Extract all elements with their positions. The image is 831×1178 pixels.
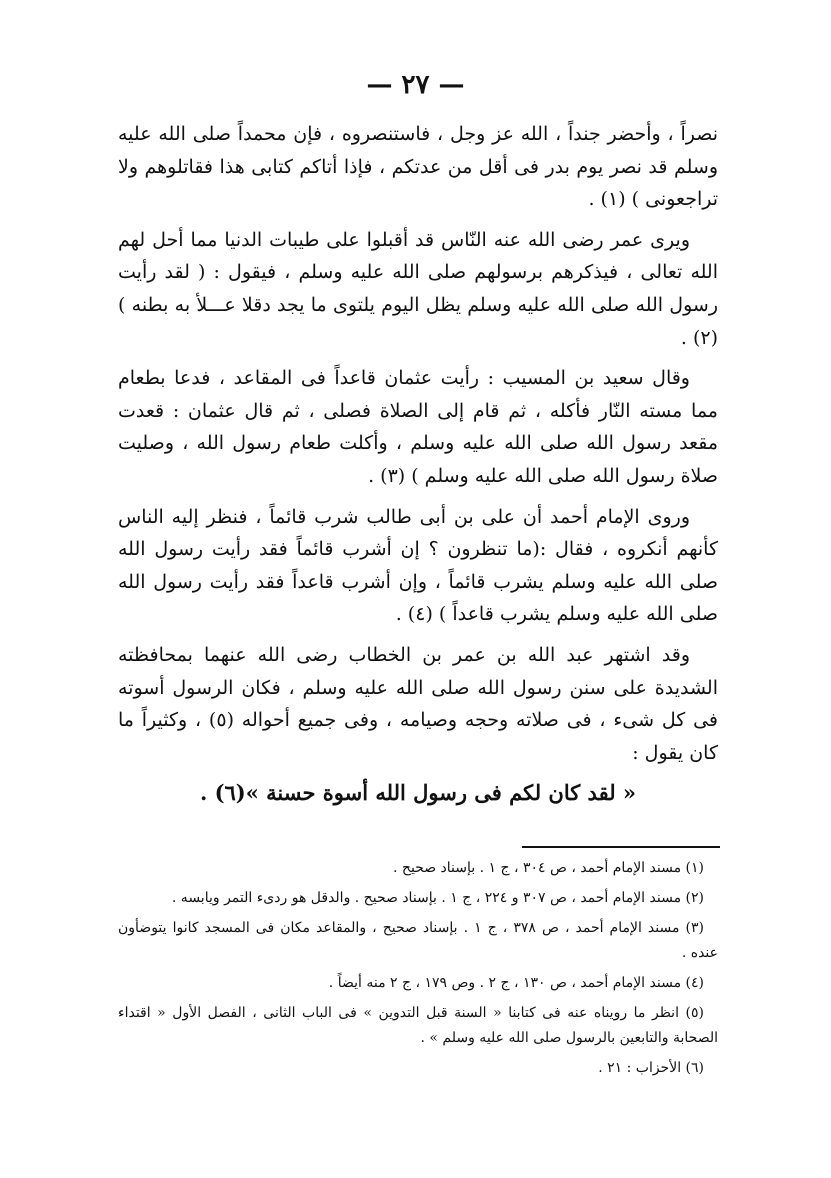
paragraph-2: ويرى عمر رضى الله عنه النّاس قد أقبلوا على طيبات الدنيا مما أحل لهم الله تعالى ، فيذكرهم برسولهم صلى الله عليه وسلم ، فيقول : ( لقد رأيت رسول الله صلى الله عليه وسلم يظل اليوم يلتوى ما يجد دقلا عـــلأ به بطنه ) (٢) . — [118, 228, 718, 349]
main-text — [118, 118, 718, 810]
paragraph-3: وقال سعيد بن المسيب : رأيت عثمان قاعداً فى المقاعد ، فدعا بطعام مما مسته النّار فأكله ، ثم قام إلى الصلاة فصلى ، ثم قال عثمان : قعدت مقعد رسول الله صلى الله عليه وسلم ، وأكلت طعام رسول الله ، وصليت صلاة رسول الله صلى الله عليه وسلم ) (٣) . — [118, 367, 718, 487]
footnote-5: (٥) انظر ما رويناه عنه فى كتابنا « السنة قبل التدوين » فى الباب الثانى ، الفصل الأول « اقتداء الصحابة والتابعين بالرسول صلى الله عليه وسلم » . — [118, 1005, 718, 1046]
footnote-6: (٦) الأحزاب : ٢١ . — [598, 1060, 704, 1076]
footnote-2: (٢) مسند الإمام أحمد ، ص ٣٠٧ و ٢٢٤ ، ج ١ . بإسناد صحيح . والدقل هو ردىء التمر ويابسه . — [171, 890, 704, 906]
footnotes — [118, 856, 718, 1086]
paragraph-1: نصراً ، وأحضر جنداً ، الله عز وجل ، فاستنصروه ، فإن محمداً صلى الله عليه وسلم قد نصر يوم بدر فى أقل من عدتكم ، فإذا أتاكم كتابى هذا فقاتلوهم ولا تراجعونى ) (١) . — [118, 123, 718, 211]
paragraph-5: وقد اشتهر عبد الله بن عمر بن الخطاب رضى الله عنهما بمحافظته الشديدة على سنن رسول الله صلى الله عليه وسلم ، فكان الرسول أسوته فى كل شىء ، فى صلاته وحجه وصيامه ، وفى جميع أحواله (٥) ، وكثيراً ما كان يقول : — [118, 643, 718, 764]
paragraph-4: وروى الإمام أحمد أن على بن أبى طالب شرب قائماً ، فنظر إليه الناس كأنهم أنكروه ، فقال :(ما تنظرون ؟ إن أشرب قائماً فقد رأيت رسول الله صلى الله عليه وسلم يشرب قائماً ، وإن أشرب قاعداً فقد رأيت رسول الله صلى الله عليه وسلم يشرب قاعداً ) (٤) . — [118, 505, 718, 626]
footnote-3: (٣) مسند الإمام أحمد ، ص ٣٧٨ ، ج ١ . بإسناد صحيح ، والمقاعد مكان فى المسجد كانوا يتوضأون عنده . — [118, 920, 718, 961]
page-number: — ٢٧ — — [366, 70, 465, 100]
footnote-4: (٤) مسند الإمام أحمد ، ص ١٣٠ ، ج ٢ . وص ١٧٩ ، ج ٢ منه أيضاً . — [328, 975, 704, 991]
footnote-divider — [522, 846, 720, 848]
footnote-1: (١) مسند الإمام أحمد ، ص ٣٠٤ ، ج ١ . بإسناد صحيح . — [393, 860, 704, 876]
quran-quote: « لقد كان لكم فى رسول الله أسوة حسنة »(٦) . — [199, 780, 637, 806]
